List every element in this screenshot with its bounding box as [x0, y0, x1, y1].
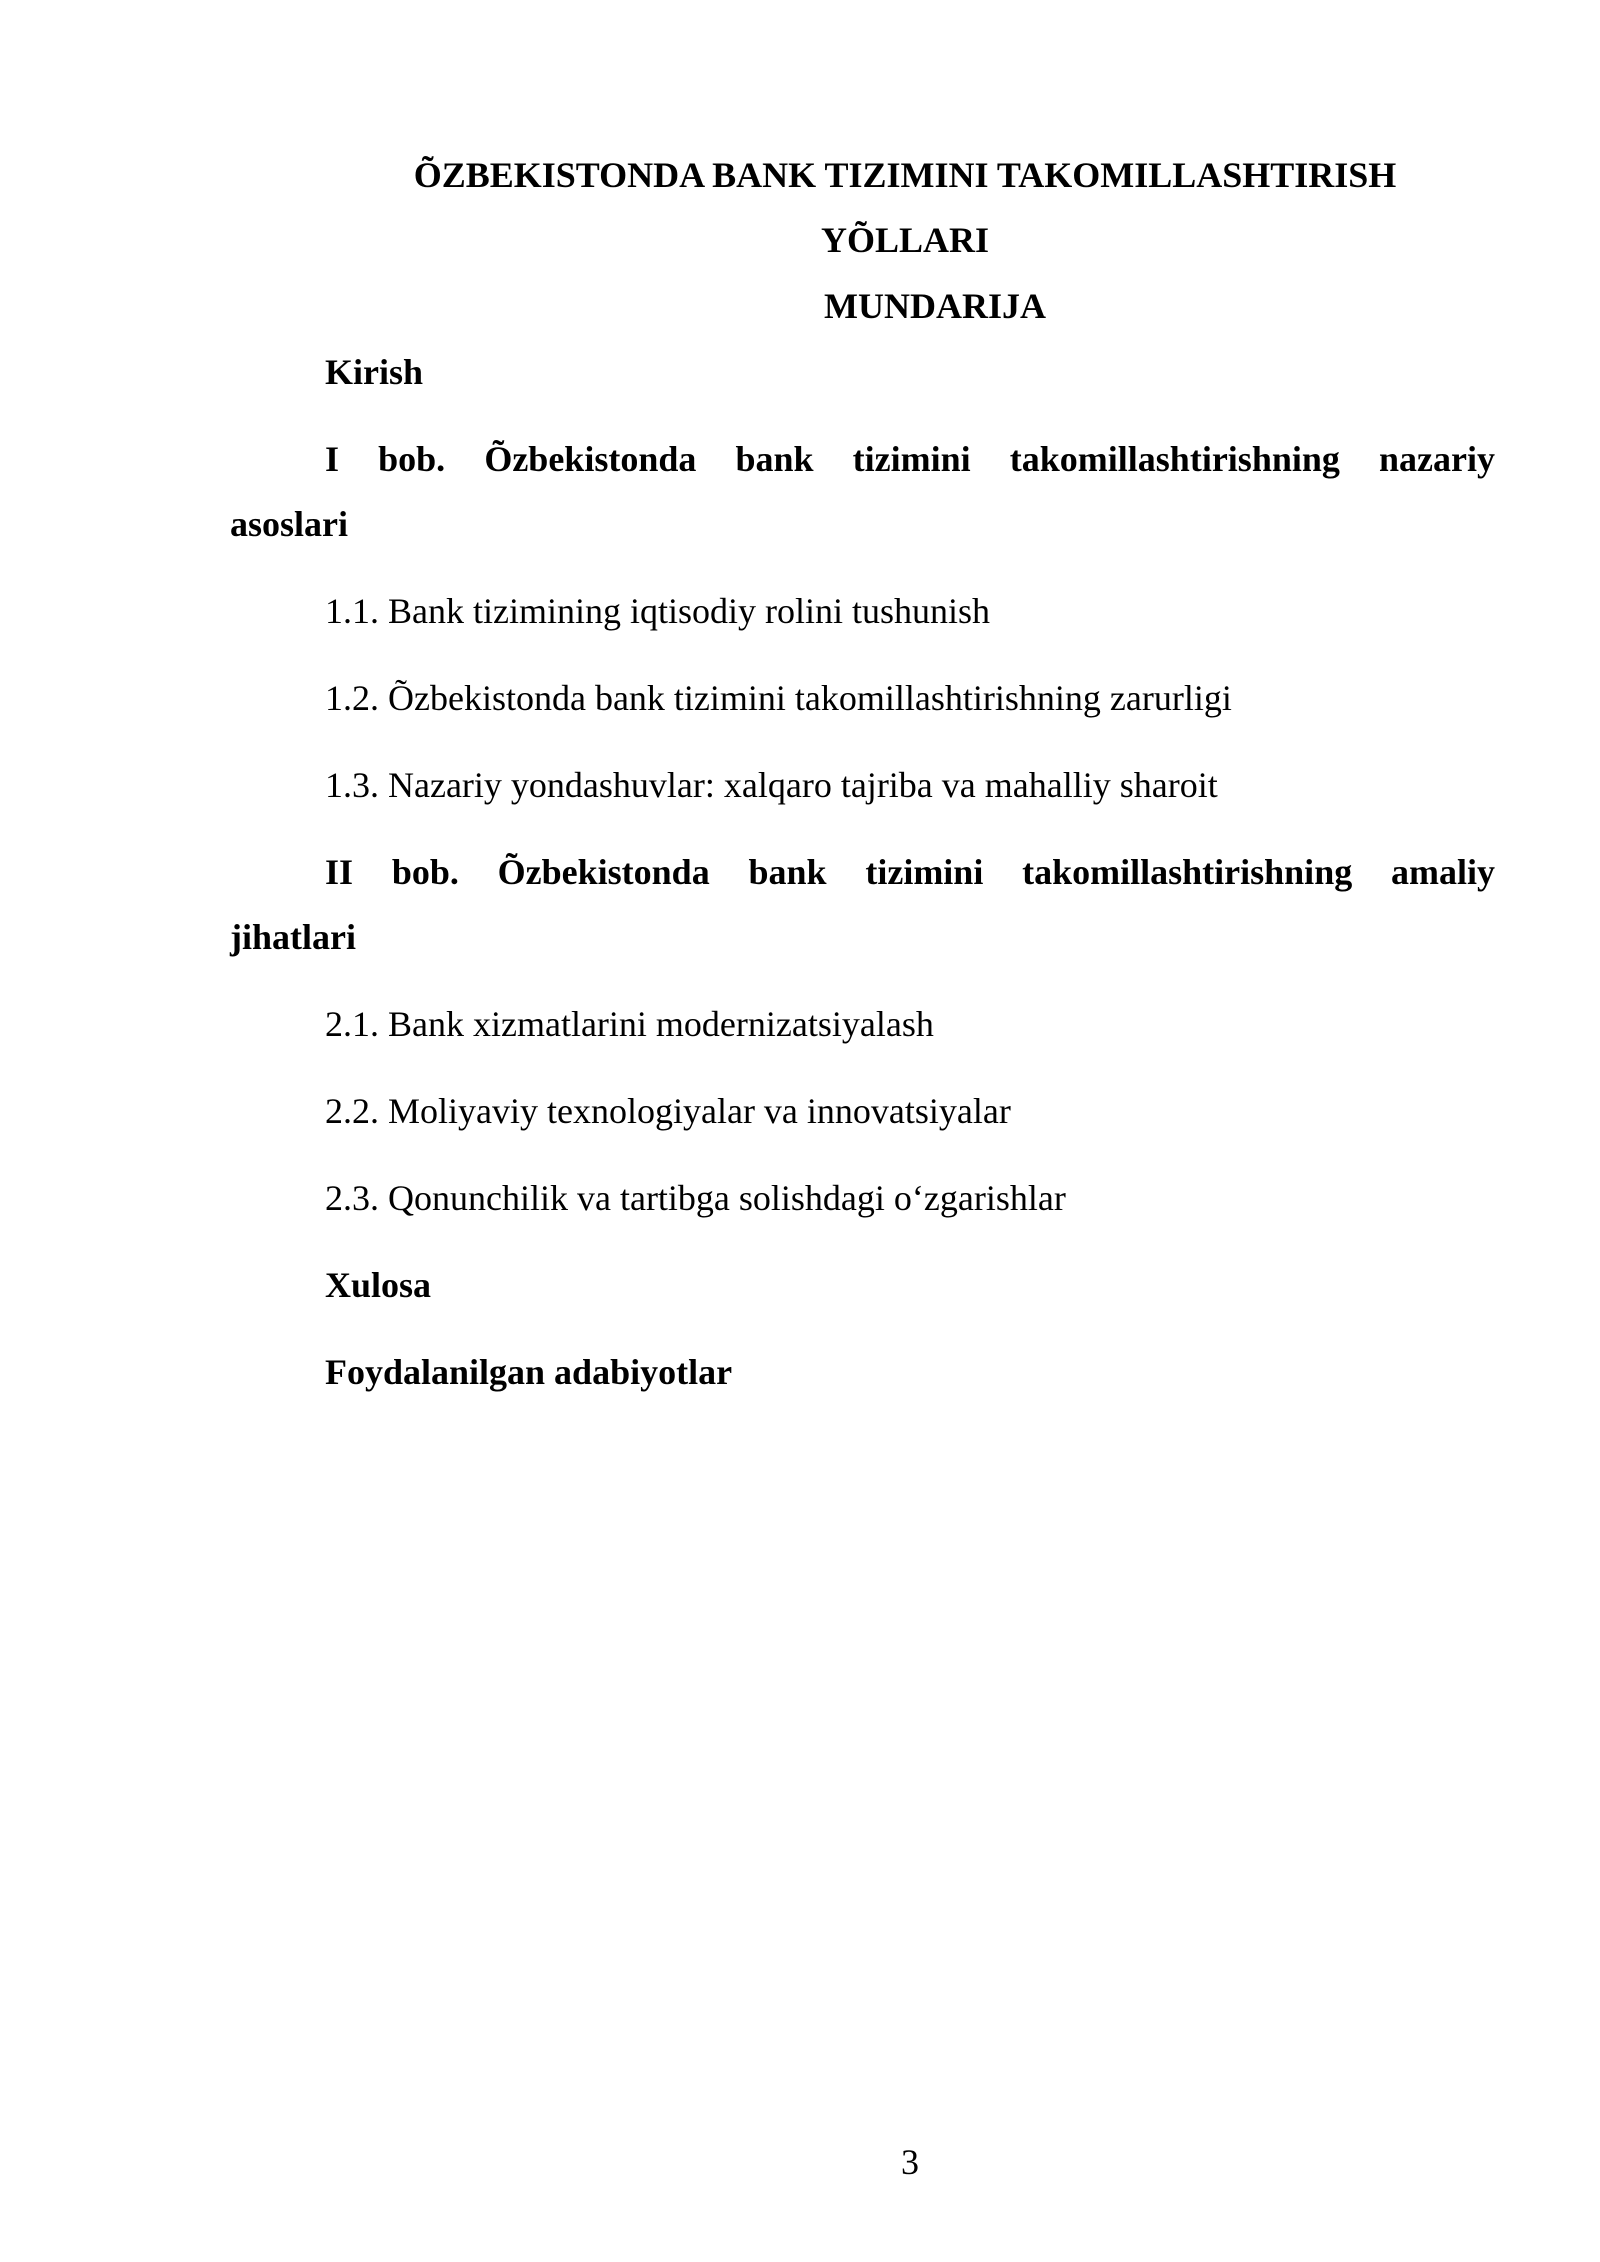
toc-chapter-2-line-2: jihatlari — [230, 917, 356, 957]
document-title-line-2: YÕLLARI — [820, 220, 990, 260]
toc-section-2-2: 2.2. Moliyaviy texnologiyalar va innovatsiyalar — [325, 1091, 1011, 1131]
toc-section-1-1: 1.1. Bank tizimining iqtisodiy rolini tushunish — [325, 591, 991, 631]
toc-section-1-3: 1.3. Nazariy yondashuvlar: xalqaro tajriba va mahalliy sharoit — [325, 765, 1218, 805]
toc-chapter-2-line-1: II bob. Õzbekistonda bank tizimini takomillashtirishning amaliy — [325, 852, 1495, 892]
toc-chapter-1-line-1: I bob. Õzbekistonda bank tizimini takomillashtirishning nazariy — [325, 439, 1495, 479]
toc-section-2-1: 2.1. Bank xizmatlarini modernizatsiyalash — [325, 1004, 934, 1044]
toc-item-introduction: Kirish — [325, 352, 424, 392]
toc-item-references: Foydalanilgan adabiyotlar — [325, 1352, 733, 1392]
document-title-line-1: ÕZBEKISTONDA BANK TIZIMINI TAKOMILLASHTIRISH — [413, 155, 1397, 195]
toc-section-1-2: 1.2. Õzbekistonda bank tizimini takomillashtirishning zarurligi — [325, 678, 1232, 718]
page-number: 3 — [901, 2142, 919, 2182]
toc-chapter-1-line-2: asoslari — [230, 504, 349, 544]
toc-item-conclusion: Xulosa — [325, 1265, 432, 1305]
toc-heading: MUNDARIJA — [824, 286, 1046, 326]
toc-section-2-3: 2.3. Qonunchilik va tartibga solishdagi o‘zgarishlar — [325, 1178, 1066, 1218]
